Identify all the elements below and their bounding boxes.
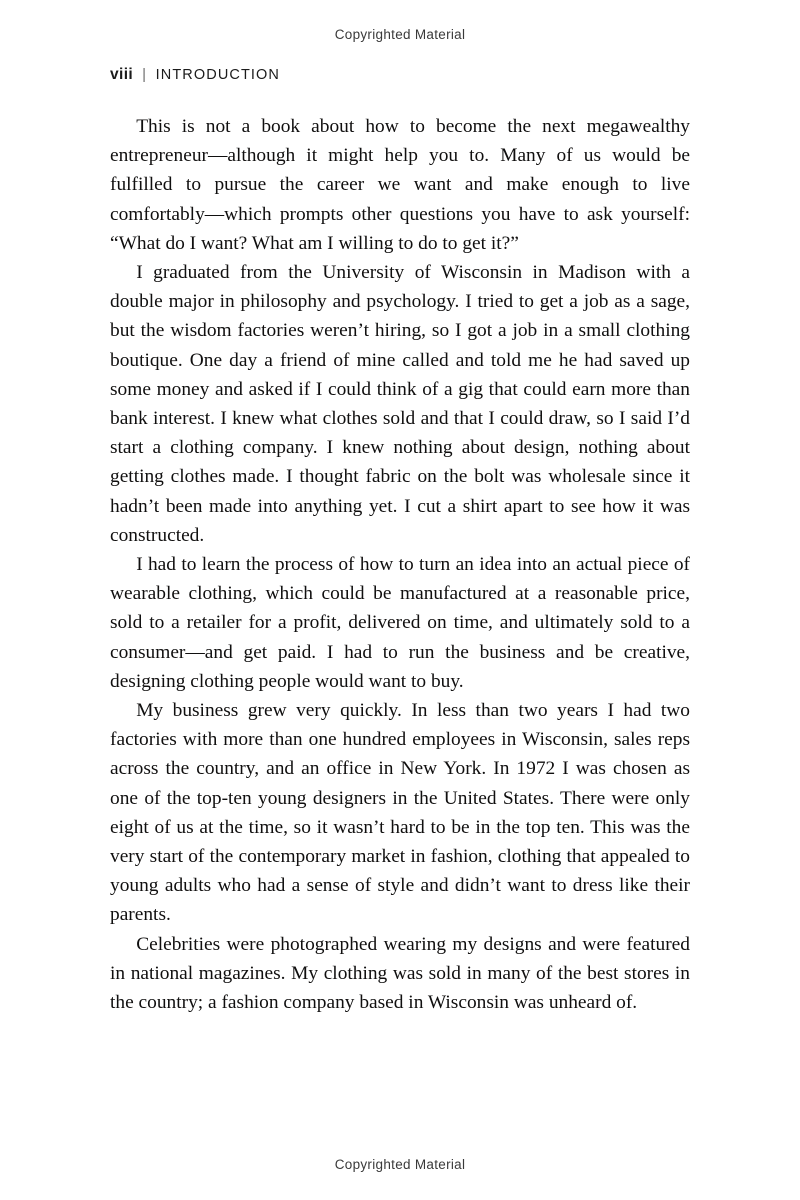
chapter-title: INTRODUCTION <box>155 67 280 83</box>
copyright-watermark-top: Copyrighted Material <box>334 27 466 42</box>
paragraph: This is not a book about how to become the next megawealthy entrepreneur—although it might help you to. Many of us would be fulfilled to pursue the career we want and make enough to live comfortably—which prompts other questions you have to ask yourself: “What do I want? What am I willing to do to get it?” <box>110 116 690 254</box>
paragraph: Celebrities were photographed wearing my designs and were featured in national magazines. My clothing was sold in many of the best stores in the country; a fashion company based in Wisconsin was unheard of. <box>110 933 690 1014</box>
running-head <box>110 66 280 84</box>
page-number: viii <box>110 66 134 83</box>
body-text <box>110 112 690 1017</box>
paragraph: I graduated from the University of Wisconsin in Madison with a double major in philosophy and psychology. I tried to get a job as a sage, but the wisdom factories weren’t hiring, so I got a job in a small clothing boutique. One day a friend of mine called and told me he had saved up some money and asked if I could think of a gig that could earn more than bank interest. I knew what clothes sold and that I could draw, so I said I’d start a clothing company. I knew nothing about design, nothing about getting clothes made. I thought fabric on the bolt was wholesale since it hadn’t been made into anything yet. I cut a shirt apart to see how it was constructed. <box>110 262 690 546</box>
paragraph: My business grew very quickly. In less than two years I had two factories with more than one hundred employees in Wisconsin, sales reps across the country, and an office in New York. In 1972 I was chosen as one of the top-ten young designers in the United States. There were only eight of us at the time, so it wasn’t hard to be in the top ten. This was the very start of the contemporary market in fashion, clothing that appealed to young adults who had a sense of style and didn’t want to dress like their parents. <box>110 700 690 926</box>
paragraph: I had to learn the process of how to turn an idea into an actual piece of wearable clothing, which could be manufactured at a reasonable price, sold to a retailer for a profit, delivered on time, and ultimately sold to a consumer—and get paid. I had to run the business and be creative, designing clothing people would want to buy. <box>110 554 690 692</box>
running-head-separator: | <box>142 66 147 83</box>
copyright-watermark-bottom: Copyrighted Material <box>334 1157 466 1172</box>
